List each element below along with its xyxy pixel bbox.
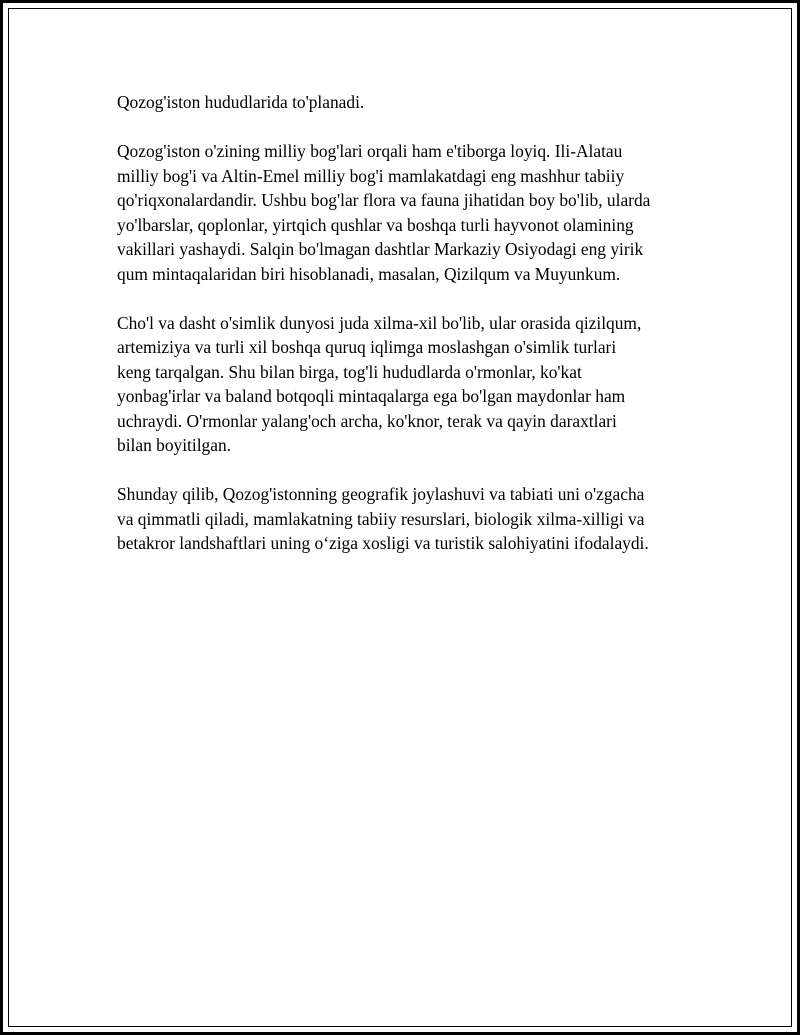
paragraph-2	[117, 139, 692, 286]
paragraph-line: yo'lbarslar, qoplonlar, yirtqich qushlar va boshqa turli hayvonot olamining	[117, 214, 634, 235]
paragraph-line: betakror landshaftlari uning o‘ziga xosligi va turistik salohiyatini ifodalaydi.	[117, 533, 649, 553]
paragraph-line: Qozog'iston o'zining milliy bog'lari orqali ham e'tiborga loyiq. Ili-Alatau	[117, 141, 623, 161]
paragraph-line: bilan boyitilgan.	[117, 435, 231, 455]
paragraph-line: vakillari yashaydi. Salqin bo'lmagan dashtlar Markaziy Osiyodagi eng yirik	[117, 239, 644, 259]
document-body	[117, 90, 692, 580]
paragraph-line: artemiziya va turli xil boshqa quruq iqlimga moslashgan o'simlik turlari	[117, 337, 617, 357]
paragraph-line: Shunday qilib, Qozog'istonning geografik joylashuvi va tabiati uni o'zgacha	[117, 484, 645, 504]
paragraph-4	[117, 482, 692, 556]
paragraph-line: qum mintaqalaridan biri hisoblanadi, masalan, Qizilqum va Muyunkum.	[117, 263, 621, 284]
paragraph-line: keng tarqalgan. Shu bilan birga, tog'li hududlarda o'rmonlar, ko'kat	[117, 361, 582, 382]
paragraph-1	[117, 90, 692, 115]
paragraph-line: uchraydi. O'rmonlar yalang'och archa, ko'knor, terak va qayin daraxtlari	[117, 410, 617, 431]
paragraph-3	[117, 311, 692, 458]
paragraph-line: Cho'l va dasht o'simlik dunyosi juda xilma-xil bo'lib, ular orasida qizilqum,	[117, 312, 642, 333]
paragraph-line: va qimmatli qiladi, mamlakatning tabiiy resurslari, biologik xilma-xilligi va	[117, 508, 645, 529]
paragraph-line: yonbag'irlar va baland botqoqli mintaqalarga ega bo'lgan maydonlar ham	[117, 386, 626, 406]
paragraph-line: Qozog'iston hududlarida to'planadi.	[117, 92, 365, 112]
paragraph-line: qo'riqxonalardandir. Ushbu bog'lar flora va fauna jihatidan boy bo'lib, ularda	[117, 190, 651, 210]
paragraph-line: milliy bog'i va Altin-Emel milliy bog'i mamlakatdagi eng mashhur tabiiy	[117, 165, 625, 186]
